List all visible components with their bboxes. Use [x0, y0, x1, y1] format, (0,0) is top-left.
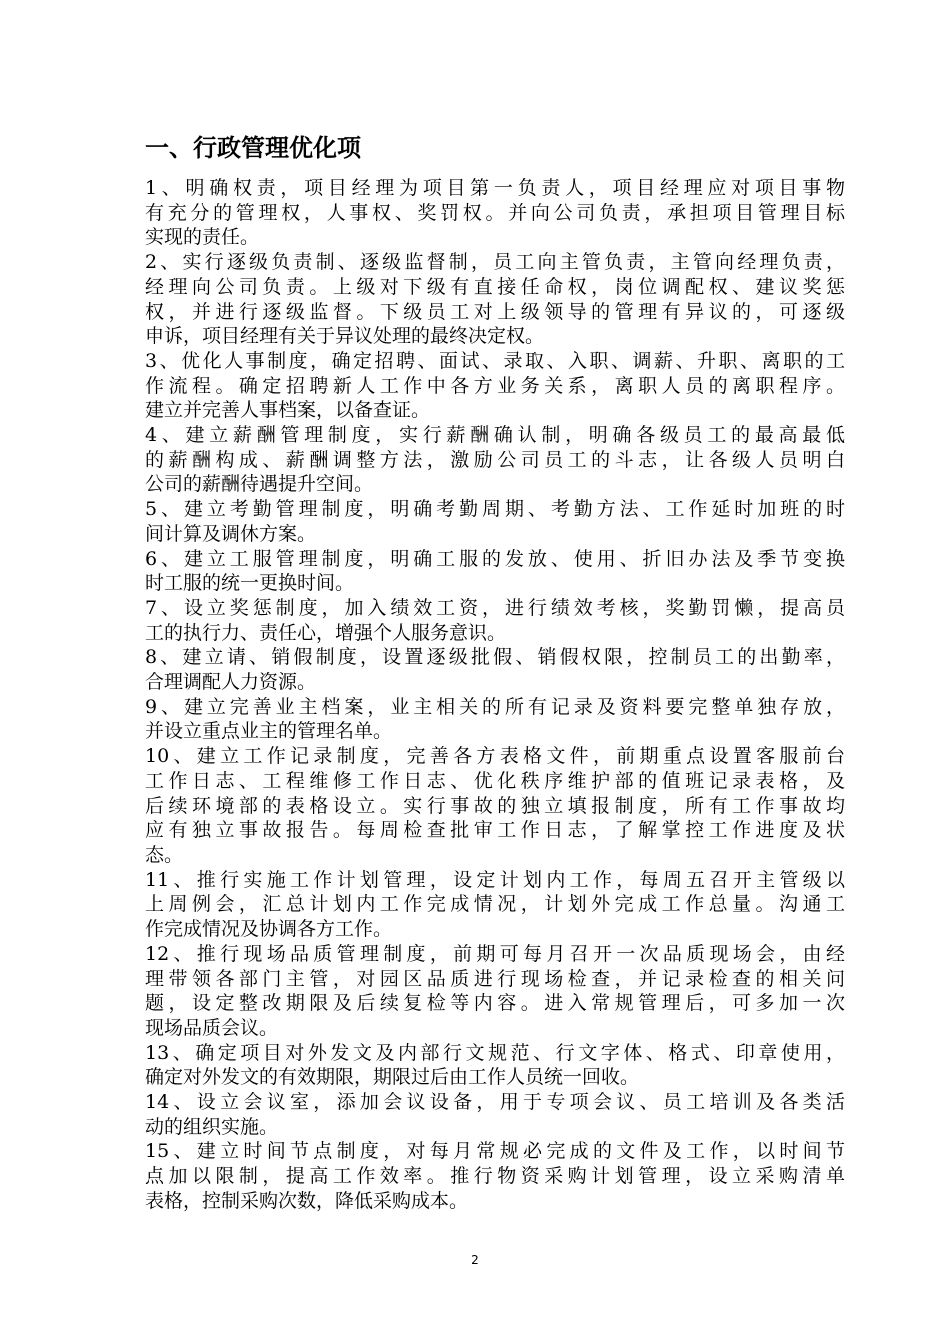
paragraph-line: 态。 [145, 843, 184, 866]
paragraph-line: 表格，控制采购次数，降低采购成本。 [145, 1189, 469, 1212]
paragraph-line: 动的组织实施。 [145, 1115, 279, 1138]
paragraph-line: 建立并完善人事档案，以备查证。 [145, 399, 431, 422]
page-number: 2 [471, 1253, 479, 1267]
paragraph-item [145, 250, 845, 349]
paragraph-line: 作流程。确定招聘新人工作中各方业务关系，离职人员的离职程序。 [145, 374, 845, 397]
paragraph-line: 申诉，项目经理有关于异议处理的最终决定权。 [145, 325, 545, 348]
paragraph-line: 理带领各部门主管，对园区品质进行现场检查，并记录检查的相关问 [145, 967, 845, 990]
paragraph-item [145, 547, 845, 596]
paragraph-line: 5、建立考勤管理制度，明确考勤周期、考勤方法、工作延时加班的时 [145, 498, 845, 521]
paragraph-line: 2、实行逐级负责制、逐级监督制，员工向主管负责，主管向经理负责， [145, 251, 845, 274]
paragraph-line: 应有独立事故报告。每周检查批审工作日志，了解掌控工作进度及状 [145, 819, 845, 842]
paragraph-line: 间计算及调休方案。 [145, 522, 317, 545]
paragraph-line: 上周例会，汇总计划内工作完成情况，计划外完成工作总量。沟通工 [145, 893, 845, 916]
paragraph-item [145, 868, 845, 942]
paragraph-line: 现场品质会议。 [145, 1016, 279, 1039]
paragraph-line: 9、建立完善业主档案，业主相关的所有记录及资料要完整单独存放， [145, 695, 845, 718]
paragraph-line: 合理调配人力资源。 [145, 671, 317, 694]
paragraph-line: 作完成情况及协调各方工作。 [145, 918, 393, 941]
paragraph-item [145, 1041, 845, 1090]
paragraph-line: 7、设立奖惩制度，加入绩效工资，进行绩效考核，奖勤罚懒，提高员 [145, 596, 845, 619]
paragraph-line: 15、建立时间节点制度，对每月常规必完成的文件及工作，以时间节 [145, 1140, 845, 1163]
paragraph-line: 时工服的统一更换时间。 [145, 572, 355, 595]
paragraph-line: 后续环境部的表格设立。实行事故的独立填报制度，所有工作事故均 [145, 794, 845, 817]
section-heading: 一、行政管理优化项 [145, 134, 361, 162]
paragraph-item [145, 497, 845, 546]
paragraph-line: 1、明确权责，项目经理为项目第一负责人，项目经理应对项目事物 [145, 177, 845, 199]
paragraph-line: 14、设立会议室，添加会议设备，用于专项会议、员工培训及各类活 [145, 1091, 845, 1114]
paragraph-item [145, 176, 845, 250]
paragraph-line: 权，并进行逐级监督。下级员工对上级领导的管理有异议的，可逐级 [145, 300, 845, 323]
paragraph-item [145, 645, 845, 694]
document-body [145, 176, 845, 1214]
paragraph-line: 13、确定项目对外发文及内部行文规范、行文字体、格式、印章使用， [145, 1041, 845, 1064]
paragraph-line: 公司的薪酬待遇提升空间。 [145, 473, 374, 496]
paragraph-line: 经理向公司负责。上级对下级有直接任命权，岗位调配权、建议奖惩 [145, 275, 845, 298]
paragraph-line: 8、建立请、销假制度，设置逐级批假、销假权限，控制员工的出勤率， [145, 646, 845, 669]
paragraph-line: 题，设定整改期限及后续复检等内容。进入常规管理后，可多加一次 [145, 992, 845, 1015]
paragraph-item [145, 695, 845, 744]
paragraph-item [145, 596, 845, 645]
paragraph-line: 有充分的管理权，人事权、奖罚权。并向公司负责，承担项目管理目标 [145, 201, 845, 224]
paragraph-line: 点加以限制，提高工作效率。推行物资采购计划管理，设立采购清单 [145, 1165, 845, 1188]
paragraph-item [145, 744, 845, 868]
paragraph-line: 12、推行现场品质管理制度，前期可每月召开一次品质现场会，由经 [145, 942, 845, 965]
paragraph-line: 实现的责任。 [145, 226, 260, 249]
paragraph-item [145, 1090, 845, 1139]
paragraph-line: 工作日志、工程维修工作日志、优化秩序维护部的值班记录表格，及 [145, 769, 845, 792]
paragraph-line: 6、建立工服管理制度，明确工服的发放、使用、折旧办法及季节变换 [145, 547, 845, 570]
paragraph-line: 并设立重点业主的管理名单。 [145, 720, 393, 743]
paragraph-line: 10、建立工作记录制度，完善各方表格文件，前期重点设置客服前台 [145, 745, 845, 768]
paragraph-item [145, 349, 845, 423]
paragraph-line: 11、推行实施工作计划管理，设定计划内工作，每周五召开主管级以 [145, 868, 845, 891]
paragraph-line: 4、建立薪酬管理制度，实行薪酬确认制，明确各级员工的最高最低 [145, 424, 845, 447]
paragraph-item [145, 423, 845, 497]
paragraph-line: 3、优化人事制度，确定招聘、面试、录取、入职、调薪、升职、离职的工 [145, 349, 845, 372]
paragraph-line: 工的执行力、责任心，增强个人服务意识。 [145, 621, 507, 644]
paragraph-line: 确定对外发文的有效期限，期限过后由工作人员统一回收。 [145, 1066, 640, 1089]
paragraph-line: 的薪酬构成、薪酬调整方法，激励公司员工的斗志，让各级人员明白 [145, 448, 845, 471]
paragraph-item [145, 1139, 845, 1213]
paragraph-item [145, 942, 845, 1041]
